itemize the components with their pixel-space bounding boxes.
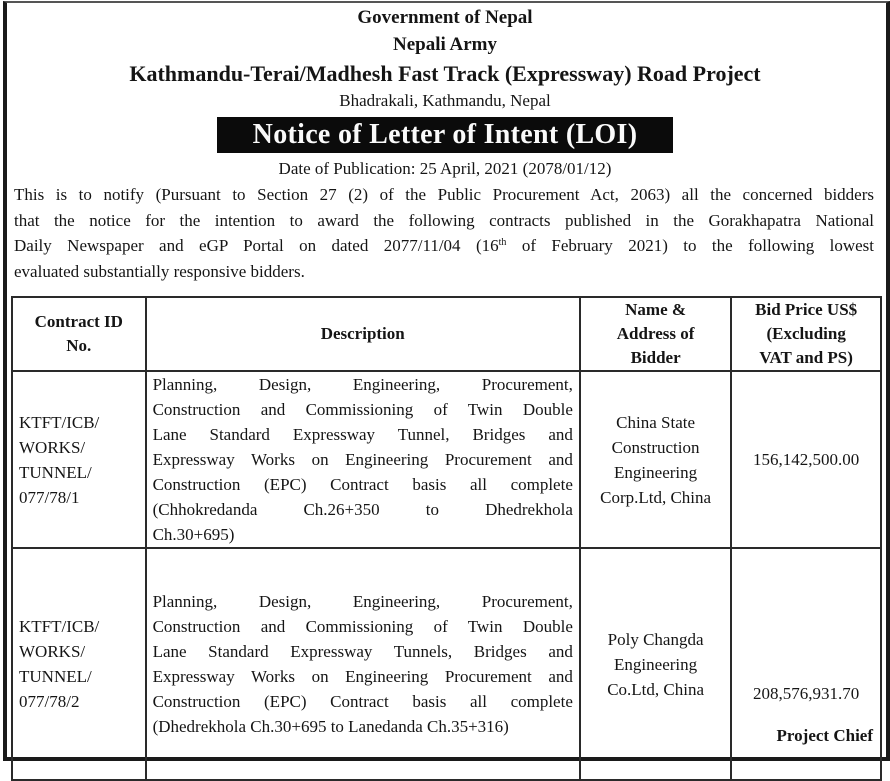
signoff-project-chief: Project Chief [776,726,873,745]
bidder-line: Co.Ltd, China [607,679,704,699]
header-line: Address of [616,324,695,343]
header-description [146,297,580,371]
bidder-line: Engineering [614,654,698,674]
header-line: (Excluding [766,324,846,343]
government-heading: Government of Nepal [357,7,533,28]
ordinal-suffix: th [498,237,507,248]
table-header-row [12,297,881,371]
description-line: Expressway Works on Engineering Procurement and [152,450,573,469]
description-line: Construction and Commissioning of Twin Double [152,400,573,419]
intro-text: of February 2021) to the following lowest [506,236,874,255]
description-line: (Chhokredanda Ch.26+350 to Dhedrekhola [152,500,573,519]
header-bidder [580,297,731,371]
description-line: Construction (EPC) Contract basis all complete [152,692,573,711]
description-cell [146,548,580,780]
header-contract-id [12,297,146,371]
description-cell [146,371,580,548]
bid-price-cell: 156,142,500.00 [731,371,881,548]
intro-text: Daily Newspaper and eGP Portal on dated 2077/11/04 (16 [14,236,499,255]
description-line: Planning, Design, Engineering, Procurement, [152,375,573,394]
bidder-cell [580,371,731,548]
bidder-line: Corp.Ltd, China [600,487,712,507]
bidder-line: Poly Changda [607,629,704,649]
bidder-line: China State [616,412,696,432]
description-line: (Dhedrekhola Ch.30+695 to Lanedanda Ch.35+316) [152,717,509,736]
contract-id-line: 077/78/1 [19,487,80,507]
header-line: Bid Price US$ [755,300,858,319]
contract-id-line: 077/78/2 [19,692,80,711]
intro-line: that the notice for the intention to award the following contracts published in the Gorakhapatra National [14,210,874,230]
contract-id-line: TUNNEL/ [19,462,92,482]
contract-id-line: WORKS/ [19,642,86,661]
contract-id-line: KTFT/ICB/ [19,617,100,636]
intro-line: This is to notify (Pursuant to Section 27 (2) of the Public Procurement Act, 2063) all the concerned bidders [14,185,874,204]
loi-table [11,296,882,781]
table-row [12,371,881,548]
intro-paragraph [14,182,874,284]
contract-id-line: KTFT/ICB/ [19,412,100,432]
bidder-line: Construction [611,437,700,457]
header-line: Bidder [630,348,681,367]
description-line: Planning, Design, Engineering, Procurement, [152,592,573,611]
header-line: Name & [625,300,687,319]
description-line: Lane Standard Expressway Tunnel, Bridges and [152,425,573,444]
header-line: Contract ID [34,312,123,331]
publication-date: Date of Publication: 25 April, 2021 (2078/01/12) [278,159,612,178]
bidder-cell [580,548,731,780]
header-line: Description [320,324,405,343]
table-row [12,548,881,780]
organization-heading: Nepali Army [393,34,497,55]
header-line: No. [66,336,92,355]
header-line: VAT and PS) [759,348,853,367]
description-line: Ch.30+695) [152,525,235,544]
intro-line [14,233,874,259]
description-line: Lane Standard Expressway Tunnels, Bridges and [152,642,573,661]
header-bid-price [731,297,881,371]
contract-id-cell [12,548,146,780]
notice-title-banner: Notice of Letter of Intent (LOI) [217,117,673,153]
description-line: Construction (EPC) Contract basis all complete [152,475,573,494]
project-title: Kathmandu-Terai/Madhesh Fast Track (Expressway) Road Project [129,61,761,86]
description-line: Construction and Commissioning of Twin Double [152,617,573,636]
contract-id-line: TUNNEL/ [19,667,92,686]
project-address: Bhadrakali, Kathmandu, Nepal [339,91,551,110]
description-line: Expressway Works on Engineering Procurement and [152,667,573,686]
contract-id-cell [12,371,146,548]
bidder-line: Engineering [614,462,698,482]
intro-line: evaluated substantially responsive bidders. [14,261,305,281]
contract-id-line: WORKS/ [19,437,86,457]
bid-price-cell: 208,576,931.70 [731,548,881,780]
